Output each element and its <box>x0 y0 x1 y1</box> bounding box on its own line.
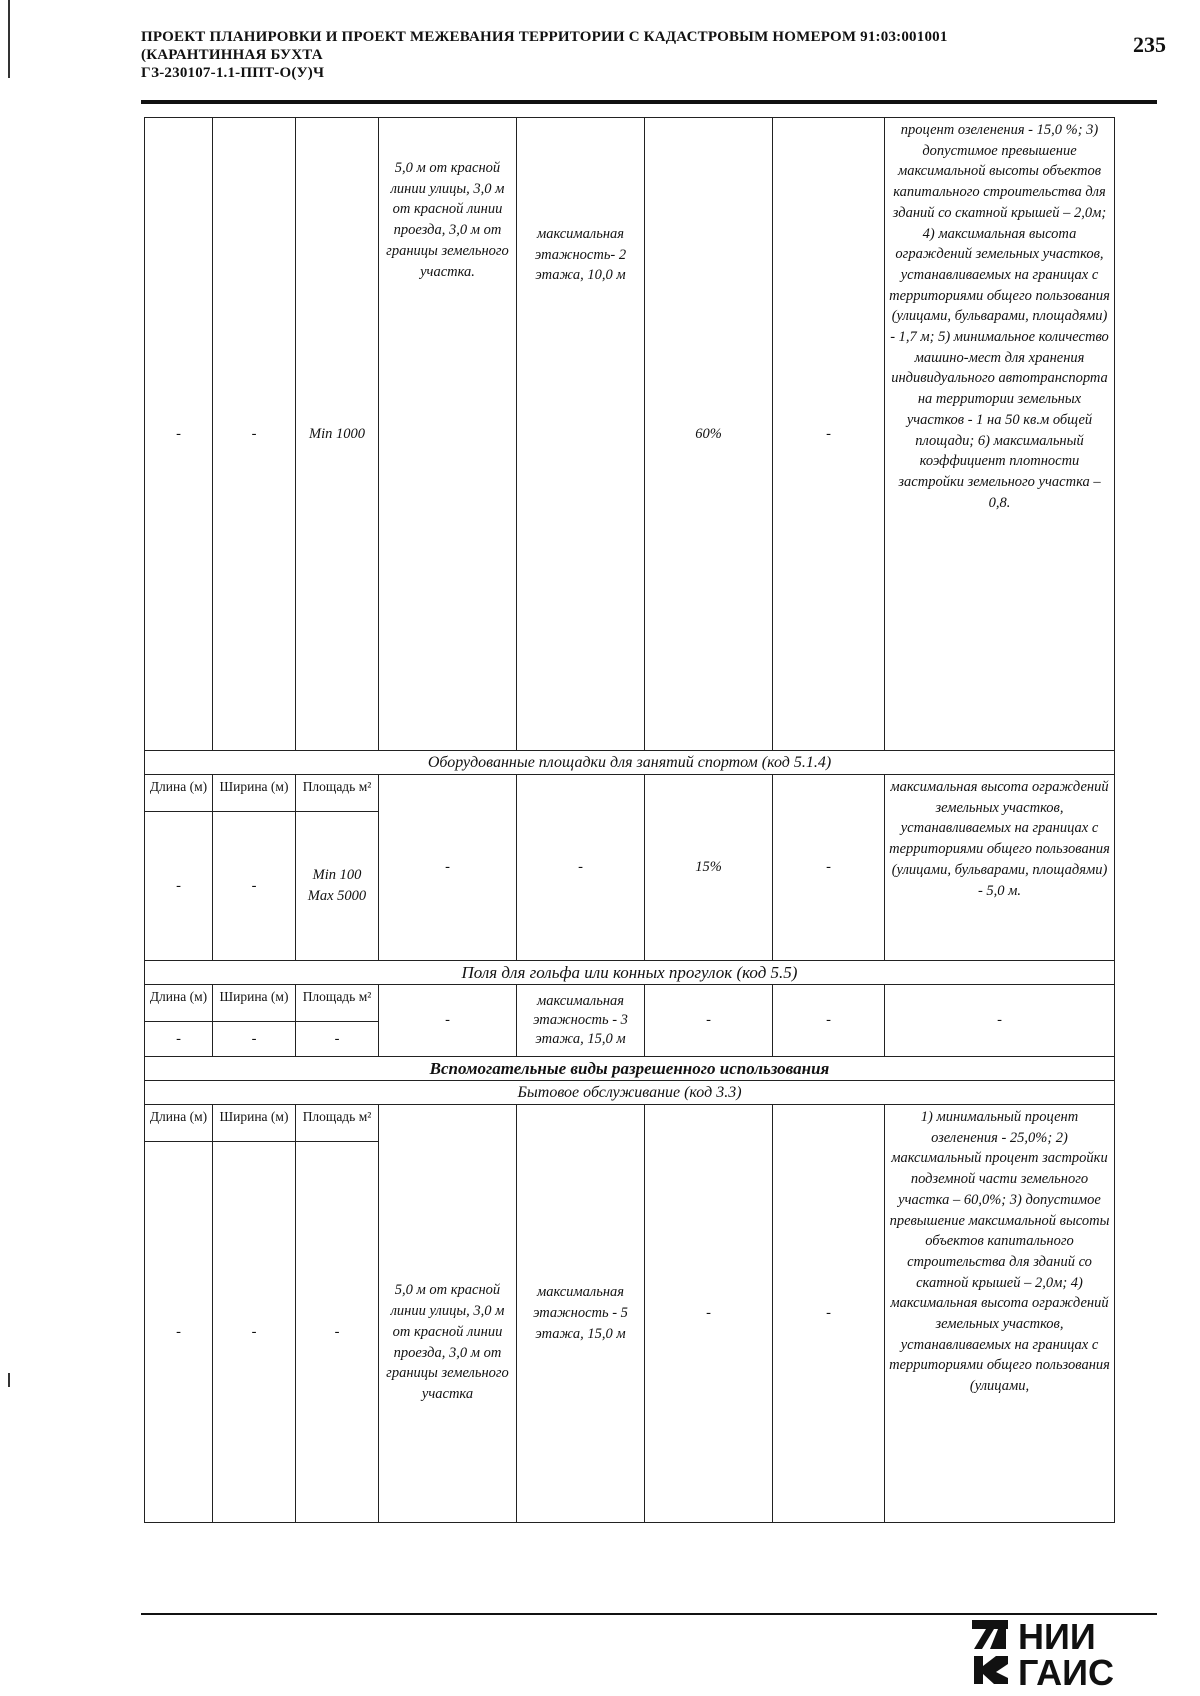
niigais-logo <box>972 1616 1152 1688</box>
section-row <box>145 961 1115 985</box>
cell-notes: процент озеленения - 15,0 %; 3) допустимое превышение максимальной высоты объектов капитального строительства для зданий со скатной крышей – 2,0м; 4) максимальная высота ограждений земельных участков, устанавливаемых на границах с территориями общего пользования (улицами, бульварами, площадями) - 1,7 м; 5) минимальное количество машино-мест для хранения индивидуального автотранспорта на территории земельных участков - 1 на 50 кв.м общей площади; 6) максимальный коэффициент плотности застройки земельного участка – 0,8. <box>885 118 1115 751</box>
footer-rule <box>141 1613 1157 1615</box>
section-row <box>145 751 1115 775</box>
cell-other: - <box>773 985 885 1057</box>
cell-width: - <box>213 118 296 751</box>
cell-notes: 1) минимальный процент озеленения - 25,0%; 2) максимальный процент застройки подземной части земельного участка – 60,0%; 3) допустимое превышение максимальной высоты объектов капитального строительства для зданий со скатной крышей – 2,0м; 4) максимальная высота ограждений земельных участков, устанавливаемых на границах с территориями общего пользования (улицами, <box>885 1105 1115 1523</box>
section-row <box>145 1057 1115 1081</box>
header-width: Ширина (м) <box>213 1105 296 1142</box>
cell-setback: 5,0 м от красной линии улицы, 3,0 м от красной линии проезда, 3,0 м от границы земельного участка. <box>379 118 517 751</box>
section-title-sport: Оборудованные площадки для занятий спортом (код 5.1.4) <box>145 751 1115 775</box>
section-title-auxiliary: Вспомогательные виды разрешенного использования <box>145 1057 1115 1081</box>
cell-floors: максимальная этажность- 2 этажа, 10,0 м <box>517 118 645 751</box>
cell-area: Min 1000 <box>296 118 379 751</box>
header-area: Площадь м² <box>296 1105 379 1142</box>
cell-area: Min 100 Max 5000 <box>296 812 379 961</box>
logo-emblem-slant <box>974 1629 994 1649</box>
cell-build-percent: 15% <box>645 775 773 961</box>
cell-build-percent: - <box>645 1105 773 1523</box>
cell-length: - <box>145 1022 213 1057</box>
cell-width: - <box>213 812 296 961</box>
table-row <box>145 1105 1115 1142</box>
table-row <box>145 775 1115 812</box>
table-row <box>145 985 1115 1022</box>
cell-floors: максимальная этажность - 5 этажа, 15,0 м <box>517 1105 645 1523</box>
cell-setback: - <box>379 775 517 961</box>
cell-setback: 5,0 м от красной линии улицы, 3,0 м от красной линии проезда, 3,0 м от границы земельного участка <box>379 1105 517 1523</box>
cell-length: - <box>145 812 213 961</box>
cell-notes: максимальная высота ограждений земельных участков, устанавливаемых на границах с территориями общего пользования (улицами, бульварами, площадями) - 5,0 м. <box>885 775 1115 961</box>
regulations-table <box>144 117 1115 1523</box>
section-title-household: Бытовое обслуживание (код 3.3) <box>145 1081 1115 1105</box>
logo-emblem-bar-top <box>972 1620 1008 1629</box>
margin-mark-top <box>8 0 10 78</box>
cell-length: - <box>145 118 213 751</box>
header-subtitle: (КАРАНТИННАЯ БУХТА <box>141 47 323 63</box>
logo-emblem-wedge <box>990 1629 1006 1649</box>
cell-build-percent: 60% <box>645 118 773 751</box>
cell-other: - <box>773 1105 885 1523</box>
cell-length: - <box>145 1142 213 1523</box>
page-number: 235 <box>1133 32 1166 57</box>
logo-text-top: НИИ <box>1018 1616 1096 1657</box>
header-code: ГЗ-230107-1.1-ППТ-О(У)Ч <box>141 65 325 81</box>
header-length: Длина (м) <box>145 985 213 1022</box>
section-row <box>145 1081 1115 1105</box>
logo-text-bottom: ГАИС <box>1018 1652 1115 1688</box>
logo-emblem-arrow <box>983 1656 1008 1684</box>
cell-width: - <box>213 1142 296 1523</box>
header-title: ПРОЕКТ ПЛАНИРОВКИ И ПРОЕКТ МЕЖЕВАНИЯ ТЕРРИТОРИИ С КАДАСТРОВЫМ НОМЕРОМ 91:03:001001 <box>141 29 948 45</box>
cell-setback: - <box>379 985 517 1057</box>
cell-build-percent: - <box>645 985 773 1057</box>
cell-area: - <box>296 1022 379 1057</box>
cell-floors: - <box>517 775 645 961</box>
header-length: Длина (м) <box>145 1105 213 1142</box>
margin-mark-bottom <box>8 1373 10 1387</box>
table-row <box>145 118 1115 751</box>
header-width: Ширина (м) <box>213 985 296 1022</box>
document-header <box>141 28 1101 82</box>
cell-floors: максимальная этажность - 3 этажа, 15,0 м <box>517 985 645 1057</box>
cell-area: - <box>296 1142 379 1523</box>
logo-emblem-stem <box>974 1656 983 1684</box>
header-length: Длина (м) <box>145 775 213 812</box>
cell-other: - <box>773 118 885 751</box>
cell-notes: - <box>885 985 1115 1057</box>
header-width: Ширина (м) <box>213 775 296 812</box>
cell-other: - <box>773 775 885 961</box>
header-area: Площадь м² <box>296 985 379 1022</box>
cell-width: - <box>213 1022 296 1057</box>
header-area: Площадь м² <box>296 775 379 812</box>
header-rule <box>141 100 1157 104</box>
section-title-golf: Поля для гольфа или конных прогулок (код 5.5) <box>145 961 1115 985</box>
